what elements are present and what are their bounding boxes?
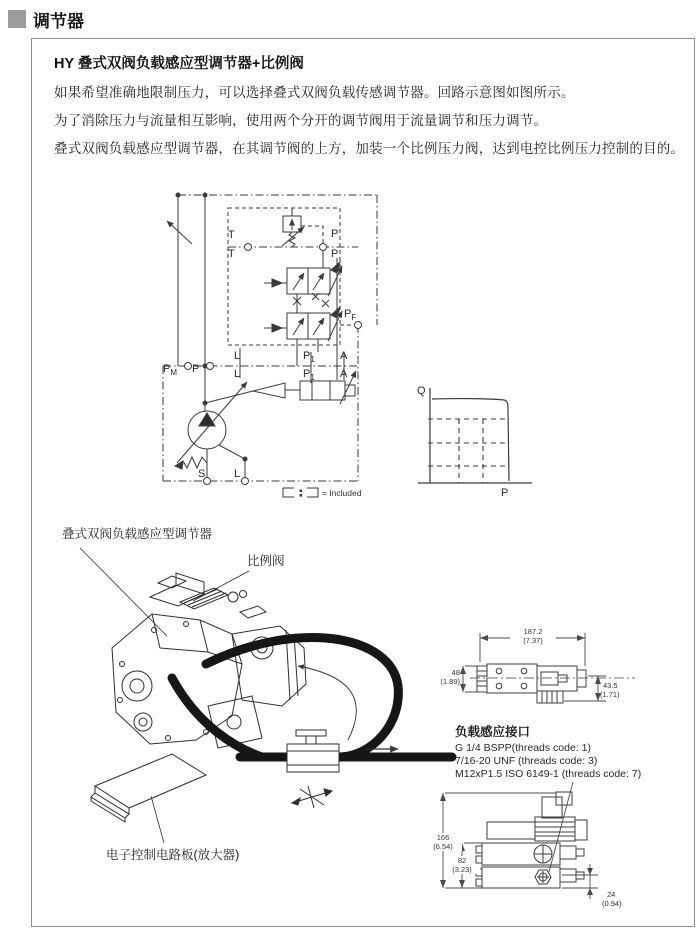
paragraph-1: 如果希望准确地限制压力，可以选择叠式双阀负载传感调节器。回路示意图如图所示。 <box>54 85 575 100</box>
pump-isometric-drawing <box>80 548 452 843</box>
dim-82: 82 <box>450 856 474 865</box>
dim-82-in: (3.23) <box>444 865 480 874</box>
port-label-pm: $P_M$ <box>163 363 178 378</box>
paragraph-2: 为了消除压力与流量相互影响，使用两个分开的调节阀用于流量调节和压力调节。 <box>54 113 548 128</box>
hydraulic-circuit-diagram <box>163 193 377 497</box>
port-label-a-bottom: A <box>340 368 348 380</box>
paragraph-3: 叠式双阀负载感应型调节器，在其调节阀的上方，加装一个比例压力阀，达到电控比例压力控制的目的。 <box>54 141 685 156</box>
dim-166: 166 <box>430 833 456 842</box>
section-title: HY 叠式双阀负载感应型调节器+比例阀 <box>54 56 304 72</box>
dim-166-in: (6.54) <box>424 842 462 851</box>
dim-48: 48 <box>451 668 460 677</box>
load-sensing-option-1: G 1/4 BSPP(threads code: 1) <box>455 742 591 754</box>
dim-43-5: 43.5 <box>603 681 618 690</box>
qp-characteristic-chart <box>418 388 532 483</box>
port-label-p-bottom: P <box>331 248 339 260</box>
port-label-l-bottom: L <box>234 368 241 380</box>
valve-front-view-drawing <box>440 782 598 899</box>
load-sensing-option-2: 7/16-20 UNF (threads code: 3) <box>455 755 598 767</box>
dim-187-2-in: (7.37) <box>510 636 556 645</box>
port-label-a-top: A <box>340 350 348 362</box>
port-label-t-bottom: T <box>228 248 235 260</box>
port-label-l-top: L <box>234 350 241 362</box>
callout-regulator: 叠式双阀负载感应型调节器 <box>62 527 213 541</box>
chart-xlabel-p: P <box>501 487 509 499</box>
chart-ylabel-q: Q <box>417 385 426 397</box>
page-title: 调节器 <box>33 12 84 31</box>
callout-circuit-board: 电子控制电路板(放大器) <box>106 848 240 862</box>
callout-proportional-valve: 比例阀 <box>247 554 285 568</box>
port-label-s: S <box>198 468 206 480</box>
port-label-p1-bottom: $P_1$ <box>303 368 315 383</box>
legend-included: = Included <box>322 488 362 498</box>
port-label-p-left: P <box>192 363 200 375</box>
dim-187-2: 187.2 <box>510 627 556 636</box>
port-label-l-drain: L <box>234 468 241 480</box>
port-label-pf: $P_F$ <box>344 308 357 323</box>
port-label-t-top: T <box>228 229 235 241</box>
port-label-p-top: P <box>331 228 339 240</box>
dim-24: 24 <box>607 890 616 899</box>
port-label-p1-top: $P_1$ <box>303 350 315 365</box>
dim-43-5-in: (1.71) <box>600 690 620 699</box>
load-sensing-title: 负载感应接口 <box>455 725 531 739</box>
circuit-board-drawing <box>91 754 206 843</box>
dim-24-in: (0.94) <box>602 899 622 908</box>
load-sensing-option-3: M12xP1.5 ISO 6149-1 (threads code: 7) <box>455 768 642 780</box>
dim-48-in: (1.89) <box>440 677 460 686</box>
